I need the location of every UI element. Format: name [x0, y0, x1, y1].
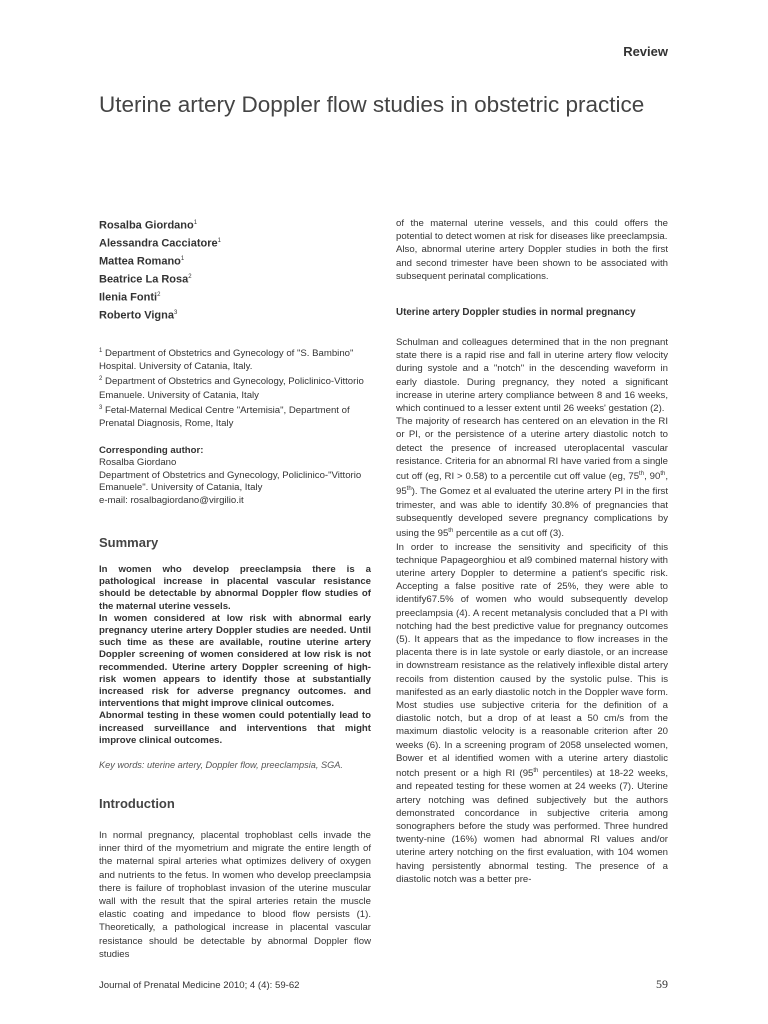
author: Ilenia Fonti$^2$	[99, 291, 161, 304]
journal-citation: Journal of Prenatal Medicine 2010; 4 (4): 59-62	[99, 980, 300, 991]
affiliation: $^1$ Department of Obstetrics and Gynecology of "S. Bambino" Hospital. University of Catania, Italy.	[99, 347, 354, 373]
author: Mattea Romano$^1$	[99, 255, 185, 268]
body-paragraph: In order to increase the sensitivity and specificity of this technique Papageorghiou et al9 combined maternal history with uterine artery Doppler to determine a patient's specific risk. Accepting a false positive rate of 25%, they were able to identify67.5% of women who would subsequently develop preeclampsia (4). A recent metanalysis concluded that a PI with notching had the best predictive value for pregnancy outcomes (5). It appears that as the impedance to flow increases in the placenta there is in late systole or early diastole, or an increase in downstream resistance as the relatively inflexible distal artery recoils from distention caused by the systolic pulse. This is manifested as an early diastolic notch in the Doppler wave form. Most studies use subjective criteria for the definition of a diastolic notch, but a drop of at least a 50 cm/s from the maximum diastolic velocity is a reasonable criterion after 20 weeks (6). In a screening program of 2058 unselected women, Bower et al identified women with a uterine artery diastolic notch present or a high RI (95th percentiles) at 18-22 weeks, and repeated testing for these women at 24 weeks (7). Uterine artery notching was defined subjectively but the authors demonstrated concordance in subjective criteria among sonographers before the study was performed. Three hundred twenty-nine (16%) women had abnormal RI values and/or uterine artery notching on the first evaluation, with 104 women having persistently abnormal testing. The presence of a diastolic notch was a better pre-	[396, 541, 668, 885]
left-column	[99, 216, 371, 961]
corresponding-name: Rosalba Giordano	[99, 457, 177, 468]
affiliation: $^3$ Fetal-Maternal Medical Centre "Artemisia", Department of Prenatal Diagnosis, Rome, Italy	[99, 404, 350, 430]
body-paragraph: of the maternal uterine vessels, and this could offers the potential to detect women at risk for diseases like preeclampsia.	[396, 218, 668, 243]
body-paragraph: The majority of research has centered on an elevation in the RI or PI, or the persistence of a uterine artery diastolic notch to detect the presence of increased uteroplacental vascular resistance. Criteria for an abnormal RI have varied from a single cut off (eg, RI > 0.58) to a percentile cut off value (eg, 75th, 90th, 95th). The Gomez et al evaluated the uterine artery PI in the first trimester, and was able to identify 30.8% of pregnancies that subsequently developed severe pregnancy complications by using the 95th percentile as a cut off (3).	[396, 416, 668, 540]
body-paragraph: Schulman and colleagues determined that in the non pregnant state there is a rapid rise and fall in uterine artery flow velocity during systole and a "notch" in the descending waveform in early diastole. During pregnancy, they noted a significant increase in uterine artery compliance between 8 and 16 weeks, which continued to a lesser extent until 26 weeks' gestation (2).	[396, 337, 668, 415]
section-label: Review	[623, 44, 668, 59]
summary-paragraph: In women considered at low risk with abnormal early pregnancy uterine artery Doppler studies are needed. Until such time as these are available, routine uterine artery Doppler screening of women considered at low risk is not recommended. Uterine artery Doppler screening of high-risk women appears to identify those at substantially increased risk for adverse pregnancy outcomes. and interventions that might improve clinical outcomes.	[99, 612, 371, 710]
introduction-continued	[396, 217, 668, 283]
affiliation: $^2$ Department of Obstetrics and Gynecology, Policlinico-Vittorio Emanuele. University of Catania, Italy	[99, 376, 364, 401]
author: Beatrice La Rosa$^2$	[99, 273, 192, 286]
author-list	[99, 216, 371, 324]
corresponding-author	[99, 445, 371, 508]
subsection-heading: Uterine artery Doppler studies in normal pregnancy	[396, 307, 636, 319]
corresponding-label: Corresponding author:	[99, 444, 204, 456]
summary-paragraph: Abnormal testing in these women could potentially lead to increased surveillance and interventions that might improve clinical outcomes.	[99, 710, 371, 746]
summary-heading: Summary	[99, 535, 159, 550]
author: Roberto Vigna$^3$	[99, 309, 178, 322]
affiliations	[99, 345, 371, 431]
keywords: Key words: uterine artery, Doppler flow, preeclampsia, SGA.	[99, 760, 343, 771]
corresponding-address: Department of Obstetrics and Gynecology, Policlinico-"Vittorio Emanuele". University of Catania, Italy	[99, 469, 362, 493]
body-paragraph: Also, abnormal uterine artery Doppler studies in both the first and second trimester have been shown to be associated with subsequent perinatal complications.	[396, 244, 668, 282]
right-column	[396, 217, 668, 886]
author: Rosalba Giordano$^1$	[99, 219, 198, 232]
summary-paragraph: In women who develop preeclampsia there is a pathological increase in placental vascular resistance should be detectable by abnormal Doppler flow studies of the maternal uterine vessels.	[99, 564, 371, 612]
article-title: Uterine artery Doppler flow studies in obstetric practice	[99, 92, 645, 117]
page-number: 59	[656, 977, 668, 991]
body-paragraph: In normal pregnancy, placental trophoblast cells invade the inner third of the myometrium and migrate the entire length of the maternal spiral arteries what optimizes delivery of oxygen and nutrients to the fetus. In women who develop preeclampsia there is failure of trophoblast invasion of the uterine muscular wall with the result that the spiral arteries retain the muscle elastic coating and impedance to blood flow persists (1). Theoretically, a pathological increase in placental vascular resistance should be detectable by abnormal Doppler flow studies	[99, 830, 371, 960]
summary-text	[99, 564, 371, 747]
author: Alessandra Cacciatore$^1$	[99, 237, 221, 250]
introduction-heading: Introduction	[99, 796, 175, 812]
subsection-text	[396, 336, 668, 886]
introduction-text	[99, 829, 371, 961]
corresponding-email: e-mail: rosalbagiordano@virgilio.it	[99, 494, 244, 506]
